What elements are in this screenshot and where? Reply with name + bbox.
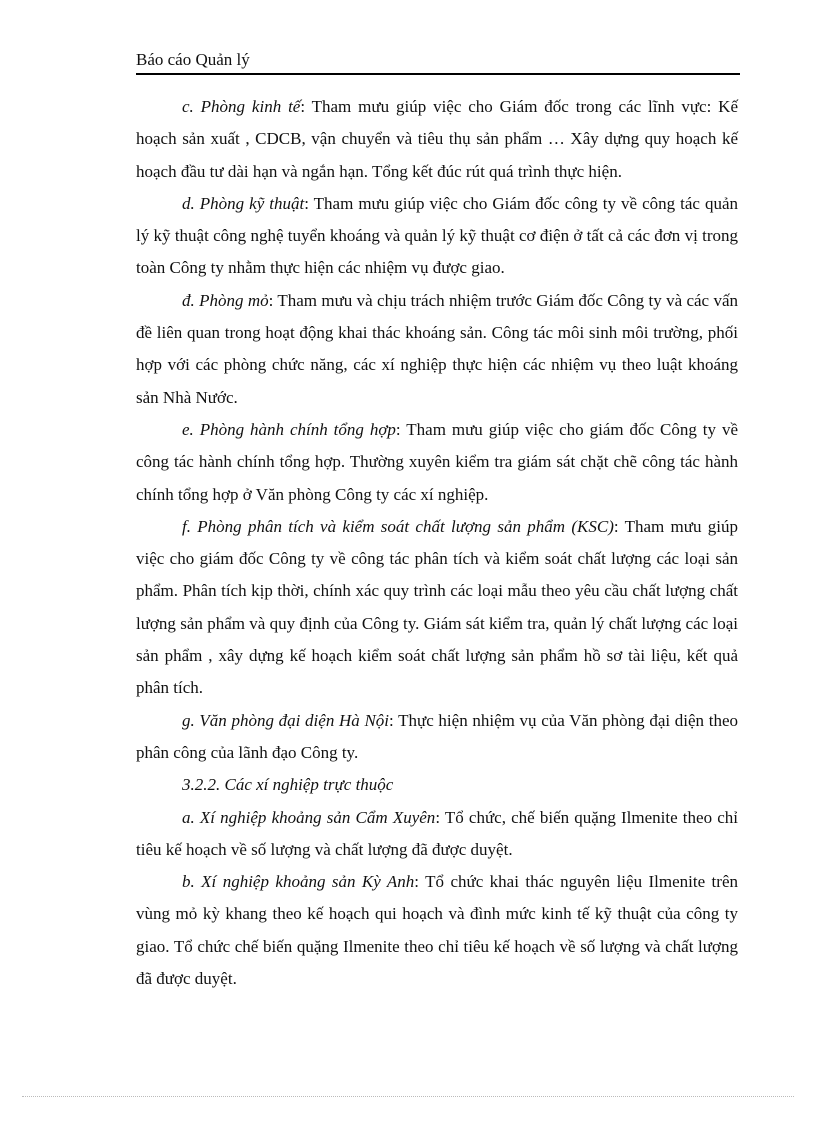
- document-body: [136, 91, 738, 995]
- paragraph-lead: g. Văn phòng đại diện Hà Nội: [182, 710, 390, 730]
- paragraph-phong-ky-thuat: [136, 188, 738, 285]
- paragraph-lead: e. Phòng hành chính tổng hợp: [182, 419, 396, 439]
- paragraph-text: : Tham mưu giúp việc cho giám đốc Công ty về công tác hành chính tổng hợp. Thường xuyên kiểm tra giám sát chặt chẽ công tác hành chính tổng hợp ở Văn phòng Công ty các xí nghiệp.: [136, 419, 738, 504]
- paragraph-lead: đ. Phòng mỏ: [182, 290, 269, 310]
- paragraph-lead: f. Phòng phân tích và kiểm soát chất lượng sản phẩm (KSC): [182, 516, 614, 536]
- paragraph-text: : Tổ chức, chế biến quặng Ilmenite theo chỉ tiêu kế hoạch về số lượng và chất lượng đã được duyệt.: [136, 807, 738, 859]
- paragraph-lead: a. Xí nghiệp khoảng sản Cẩm Xuyên: [182, 807, 436, 827]
- header-title: Báo cáo Quản lý: [136, 50, 250, 69]
- paragraph-text: : Tổ chức khai thác nguyên liệu Ilmenite trên vùng mỏ kỳ khang theo kế hoạch qui hoạch và đình mức kinh tế kỹ thuật của công ty giao. Tổ chức chế biến quặng Ilmenite theo chỉ tiêu kế hoạch về số lượng và chất lượng đã được duyệt.: [136, 872, 738, 989]
- paragraph-lead: b. Xí nghiệp khoảng sản Kỳ Anh: [182, 872, 415, 892]
- paragraph-phong-mo: [136, 285, 738, 414]
- paragraph-text: : Tham mưu giúp việc cho giám đốc Công ty về công tác phân tích và kiểm soát chất lượng các loại sản phẩm. Phân tích kịp thời, chính xác quy trình các loại mẫu theo yêu cầu chất lượng chất lượng sản phẩm và quy định của Công ty. Giám sát kiểm tra, quản lý chất lượng các loại sản phẩm , xây dựng kế hoạch kiểm soát chất lượng sản phẩm hồ sơ tài liệu, kết quả phân tích.: [136, 516, 738, 698]
- paragraph-xn-ky-anh: [136, 866, 738, 995]
- paragraph-lead: c. Phòng kinh tế: [182, 97, 301, 116]
- paragraph-phong-kinh-te: [136, 91, 738, 188]
- section-heading: 3.2.2. Các xí nghiệp trực thuộc: [182, 775, 394, 795]
- paragraph-xn-cam-xuyen: [136, 802, 738, 867]
- paragraph-phong-hanh-chinh: [136, 414, 738, 511]
- paragraph-text: : Tham mưu giúp việc cho Giám đốc trong các lĩnh vực: Kế hoạch sản xuất , CDCB, vận chuyển và tiêu thụ sản phẩm … Xây dựng quy hoạch kế hoạch đầu tư dài hạn và ngắn hạn. Tổng kết đúc rút quá trình thực hiện.: [136, 97, 738, 181]
- paragraph-text: : Thực hiện nhiệm vụ của Văn phòng đại diện theo phân công của lãnh đạo Công ty.: [136, 710, 738, 762]
- paragraph-van-phong-ha-noi: [136, 705, 738, 770]
- page-header: [136, 50, 740, 75]
- paragraph-text: : Tham mưu giúp việc cho Giám đốc công ty về công tác quản lý kỹ thuật công nghệ tuyển khoáng và quản lý kỹ thuật cơ điện ở tất cả các đơn vị trong toàn Công ty nhằm thực hiện các nhiệm vụ được giao.: [136, 193, 739, 278]
- paragraph-text: : Tham mưu và chịu trách nhiệm trước Giám đốc Công ty và các vấn đề liên quan trong hoạt động khai thác khoáng sản. Công tác môi sinh môi trường, phối hợp với các phòng chức năng, các xí nghiệp thực hiện các nhiệm vụ theo luật khoáng sản Nhà Nước.: [136, 290, 738, 407]
- paragraph-phong-ksc: [136, 511, 738, 705]
- page-bottom-divider: [22, 1096, 794, 1097]
- paragraph-lead: d. Phòng kỹ thuật: [182, 193, 305, 213]
